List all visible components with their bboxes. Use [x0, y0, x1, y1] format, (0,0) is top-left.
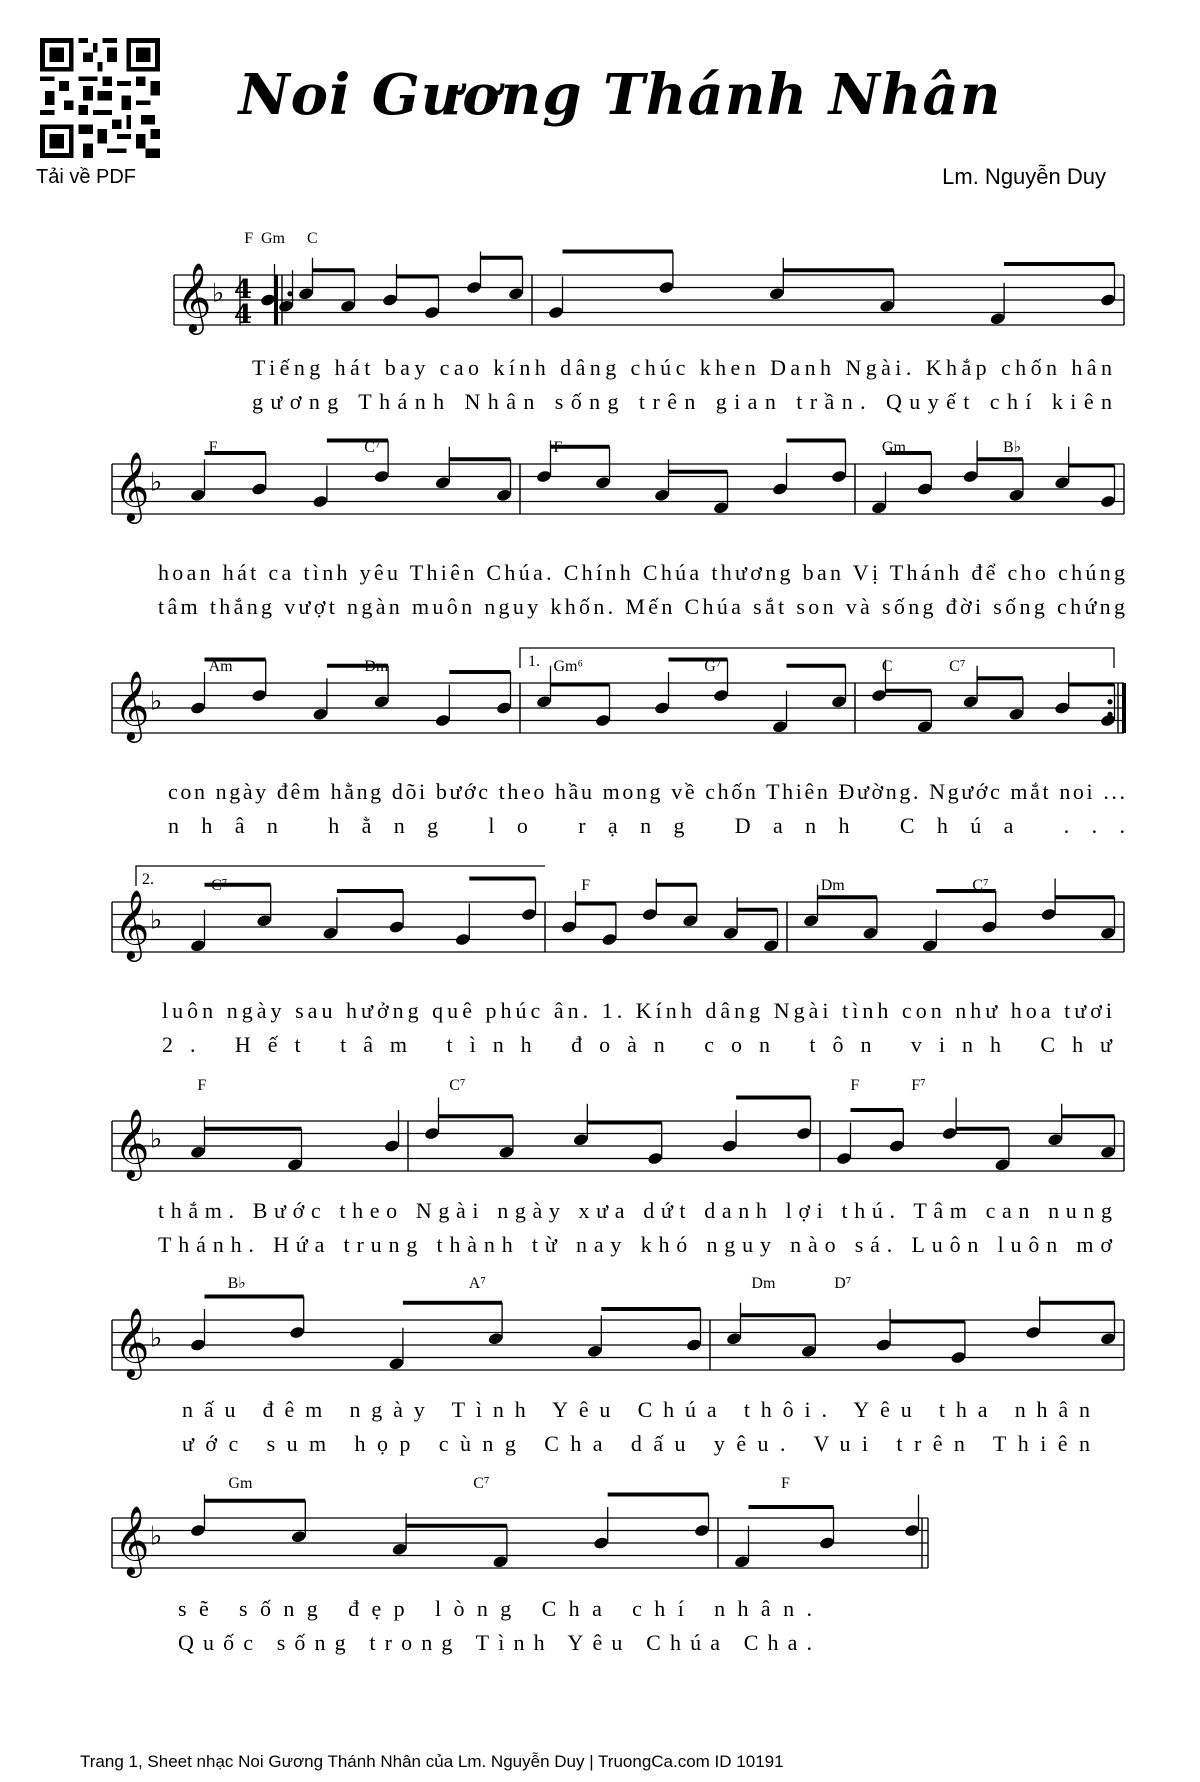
note-head [1025, 1325, 1042, 1339]
note-head [962, 695, 979, 709]
note-head [836, 1151, 853, 1165]
chord-symbol: F [850, 1077, 860, 1094]
note-head [1100, 494, 1117, 508]
note-head [391, 1542, 408, 1556]
note-head [721, 1139, 738, 1153]
note-head [1008, 707, 1025, 721]
note-head [487, 1332, 504, 1346]
note-head [917, 720, 934, 734]
volta-bracket [136, 866, 545, 886]
treble-clef-icon: 𝄞 [114, 1307, 150, 1378]
note-head [871, 501, 888, 515]
note-head [1040, 907, 1057, 921]
note-head [256, 914, 273, 928]
chord-symbol: B♭ [227, 1275, 246, 1292]
note-head [658, 280, 675, 294]
lyric-line: gương Thánh Nhân sống trên gian trần. Quyết chí kiên [252, 389, 1113, 414]
note-head [1100, 1145, 1117, 1159]
note-head [1054, 701, 1071, 715]
note-head [772, 482, 789, 496]
chord-symbol: F [244, 230, 254, 247]
key-signature-flat-icon: ♭ [212, 278, 225, 309]
note-head [190, 1145, 207, 1159]
note-head [561, 920, 578, 934]
repeat-dot [287, 291, 292, 296]
note-head [298, 287, 315, 301]
note-head [251, 688, 268, 702]
note-head [455, 932, 472, 946]
note-head [466, 280, 483, 294]
note-head [917, 482, 934, 496]
note-head [382, 293, 399, 307]
chord-symbol: D⁷ [834, 1275, 852, 1292]
note-head [694, 1523, 711, 1537]
note-head [595, 476, 612, 490]
note-head [772, 720, 789, 734]
chord-symbol: Dm [751, 1275, 776, 1292]
note-head [536, 695, 553, 709]
note-head [190, 939, 207, 953]
note-head [801, 1344, 818, 1358]
treble-clef-icon: 𝄞 [114, 1108, 150, 1179]
key-signature-flat-icon: ♭ [150, 467, 163, 498]
note-head [722, 926, 739, 940]
song-title: Noi Gương Thánh Nhân [238, 62, 1002, 128]
treble-clef-icon: 𝄞 [114, 670, 150, 741]
chord-symbol: C⁷ [949, 658, 966, 675]
volta-number: 1. [528, 653, 540, 670]
lyric-line: hoan hát ca tình yêu Thiên Chúa. Chính Chúa thương ban Vị Thánh để cho chúng [158, 560, 1126, 585]
note-head [994, 1158, 1011, 1172]
lyric-line: 2. Hết tâm tình đoàn con tôn vinh Chư [162, 1032, 1112, 1057]
note-head [981, 920, 998, 934]
note-head [190, 1523, 207, 1537]
note-head [1100, 926, 1117, 940]
chord-symbol: F [581, 877, 591, 894]
note-head [435, 713, 452, 727]
download-pdf-link[interactable]: Tải về PDF [36, 166, 137, 188]
note-head [769, 287, 786, 301]
note-head [373, 695, 390, 709]
note-head [190, 701, 207, 715]
note-head [904, 1523, 921, 1537]
note-head [601, 932, 618, 946]
note-head [322, 926, 339, 940]
note-head [492, 1555, 509, 1569]
chord-symbol: Gm [881, 439, 906, 456]
note-head [573, 1133, 590, 1147]
note-head [654, 488, 671, 502]
lyric-line: thắm. Bước theo Ngài ngày xưa dứt danh lợi thú. Tâm can nung [158, 1198, 1112, 1223]
note-head [260, 293, 277, 307]
lyric-line: luôn ngày sau hưởng quê phúc ân. 1. Kính dâng Ngài tình con như hoa tươi [162, 998, 1112, 1023]
note-head [384, 1139, 401, 1153]
note-head [879, 299, 896, 313]
note-head [190, 1338, 207, 1352]
chord-symbol: F [781, 1475, 790, 1492]
key-signature-flat-icon: ♭ [150, 686, 163, 717]
note-head [388, 1357, 405, 1371]
note-head [498, 1145, 515, 1159]
chord-symbol: F [208, 439, 218, 456]
chord-symbol: Dm [364, 658, 389, 675]
note-head [388, 920, 405, 934]
note-head [508, 287, 525, 301]
lyric-line: nấu đêm ngày Tình Yêu Chúa thôi. Yêu tha nhân [182, 1397, 1091, 1422]
note-head [373, 469, 390, 483]
note-head [587, 1344, 604, 1358]
lyric-line: Quốc sống trong Tình Yêu Chúa Cha. [178, 1630, 813, 1655]
note-head [291, 1530, 308, 1544]
chord-symbol: C⁷ [972, 877, 989, 894]
note-head [496, 701, 513, 715]
treble-clef-icon: 𝄞 [114, 1505, 150, 1576]
chord-symbol: C⁷ [364, 439, 381, 456]
note-head [289, 1325, 306, 1339]
key-signature-flat-icon: ♭ [150, 1323, 163, 1354]
note-head [642, 907, 659, 921]
time-signature-bottom: 4 [234, 300, 253, 330]
chord-symbol: F [553, 439, 563, 456]
note-head [287, 1158, 304, 1172]
treble-clef-icon: 𝄞 [176, 262, 212, 333]
note-head [1100, 1332, 1117, 1346]
note-head [734, 1555, 751, 1569]
note-head [686, 1338, 703, 1352]
note-head [435, 476, 452, 490]
chord-symbol: A⁷ [468, 1275, 486, 1292]
note-head [1100, 713, 1117, 727]
note-head [1100, 293, 1117, 307]
key-signature-flat-icon: ♭ [150, 1124, 163, 1155]
key-signature-flat-icon: ♭ [150, 905, 163, 936]
note-head [496, 488, 513, 502]
treble-clef-icon: 𝄞 [114, 451, 150, 522]
note-head [312, 494, 329, 508]
volta-number: 2. [142, 871, 154, 888]
note-head [862, 926, 879, 940]
note-head [536, 469, 553, 483]
note-head [726, 1332, 743, 1346]
note-head [796, 1126, 813, 1140]
lyric-line: ước sum họp cùng Cha dấu yêu. Vui trên Thiên [182, 1431, 1090, 1456]
note-head [831, 695, 848, 709]
note-head [654, 701, 671, 715]
chord-symbol: F⁷ [911, 1077, 926, 1094]
chord-symbol: C [307, 230, 318, 247]
composer-name: Lm. Nguyễn Duy [942, 164, 1106, 189]
note-head [1008, 488, 1025, 502]
lyric-line: nhân hằng lo rạng Danh Chúa ... [168, 813, 1125, 838]
chord-symbol: Gm [261, 230, 285, 247]
note-head [819, 1536, 836, 1550]
chord-symbol: Gm⁶ [553, 658, 584, 675]
note-head [763, 939, 780, 953]
note-head [647, 1151, 664, 1165]
chord-symbol: F [197, 1077, 207, 1094]
note-head [521, 907, 538, 921]
note-head [950, 1350, 967, 1364]
note-head [889, 1139, 906, 1153]
note-head [340, 299, 357, 313]
page-footer: Trang 1, Sheet nhạc Noi Gương Thánh Nhân của Lm. Nguyễn Duy | TruongCa.com ID 10191 [80, 1752, 784, 1771]
note-head [941, 1126, 958, 1140]
note-head [713, 688, 730, 702]
note-head [278, 299, 295, 313]
note-head [1047, 1133, 1064, 1147]
note-head [682, 914, 699, 928]
chord-symbol: Gm [228, 1475, 253, 1492]
chord-symbol: Dm [820, 877, 845, 894]
note-head [190, 488, 207, 502]
note-head [962, 469, 979, 483]
note-head [803, 914, 820, 928]
chord-symbol: C⁷ [473, 1475, 490, 1492]
chord-symbol: C⁷ [449, 1077, 466, 1094]
note-head [713, 501, 730, 515]
note-head [548, 305, 565, 319]
note-head [424, 1126, 441, 1140]
repeat-dot [1107, 699, 1112, 704]
chord-symbol: G⁷ [704, 658, 722, 675]
note-head [922, 939, 939, 953]
note-head [424, 305, 441, 319]
lyric-line: Tiếng hát bay cao kính dâng chúc khen Danh Ngài. Khắp chốn hân [252, 355, 1112, 380]
chord-symbol: Am [208, 658, 233, 675]
lyric-line: sẽ sống đẹp lòng Cha chí nhân. [178, 1596, 813, 1621]
chord-symbol: B♭ [1002, 439, 1022, 456]
note-head [871, 688, 888, 702]
note-head [989, 312, 1006, 326]
lyric-line: Thánh. Hứa trung thành từ nay khó nguy nào sá. Luôn luôn mơ [158, 1232, 1112, 1257]
note-head [593, 1536, 610, 1550]
chord-symbol: C⁷ [211, 877, 228, 894]
treble-clef-icon: 𝄞 [114, 889, 150, 960]
lyric-line: con ngày đêm hằng dõi bước theo hầu mong về chốn Thiên Đường. Ngước mắt noi ... [168, 779, 1125, 804]
note-head [595, 713, 612, 727]
note-head [312, 707, 329, 721]
chord-symbol: C [881, 658, 893, 675]
note-head [251, 482, 268, 496]
note-head [831, 469, 848, 483]
time-signature-top: 4 [234, 275, 253, 305]
lyric-line: tâm thắng vượt ngàn muôn nguy khốn. Mến Chúa sắt son và sống đời sống chứng [158, 594, 1125, 619]
note-head [875, 1338, 892, 1352]
key-signature-flat-icon: ♭ [150, 1521, 163, 1552]
note-head [1054, 476, 1071, 490]
